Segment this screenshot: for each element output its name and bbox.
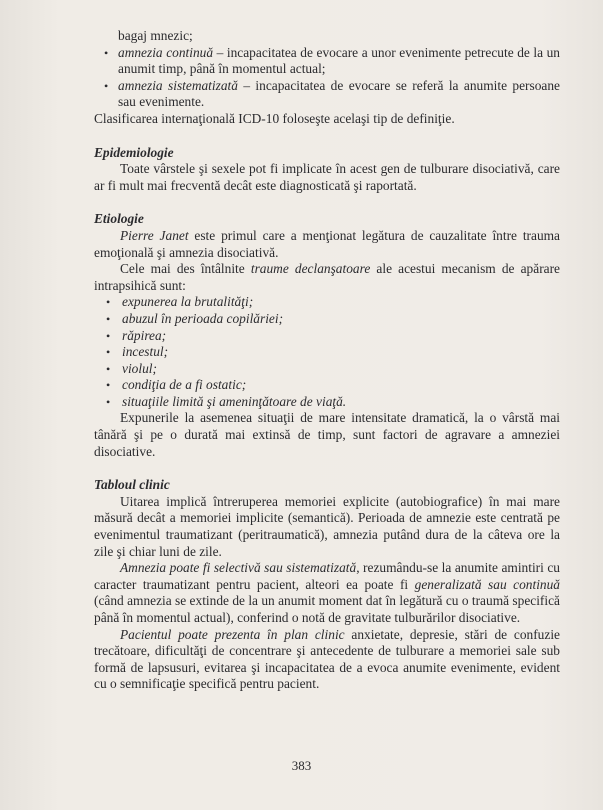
- trauma-list: [94, 294, 560, 410]
- bullet-term: amnezia sistematizată: [118, 77, 238, 93]
- etiology-paragraph-1: [94, 228, 560, 261]
- etiology-paragraph-2-emphasis: traume declanşatoare: [250, 261, 371, 277]
- list-item-text: răpirea;: [122, 327, 167, 343]
- list-item-text: violul;: [122, 360, 157, 376]
- list-item-text: situaţiile limită şi ameninţătoare de viaţă.: [122, 393, 347, 409]
- etiology-paragraph-2-end: ale acestui mecanism de apărare intrapsihică sunt:: [94, 261, 560, 293]
- list-item-text: condiţia de a fi ostatic;: [122, 377, 247, 393]
- bullet-icon: •: [106, 394, 111, 409]
- list-item: [94, 394, 560, 411]
- bullet-item: [94, 78, 560, 111]
- clinical-paragraph-2: [94, 560, 560, 626]
- list-item: [94, 328, 560, 345]
- classification-paragraph: Clasificarea internaţională ICD-10 foloseşte acelaşi tip de definiţie.: [94, 110, 455, 126]
- clinical-paragraph-3: [94, 627, 560, 693]
- clinical-paragraph-2-end: (când amnezia se extinde de la un anumit moment dat în legătură cu o traumă specifică până în momentul actual), conferind o notă de gravitate tulburărilor disociative.: [94, 593, 560, 625]
- bullet-icon: •: [106, 295, 111, 310]
- bullet-icon: •: [104, 78, 109, 93]
- clinical-paragraph-2-mid: , rezumându-se la anumite amintiri cu caracter traumatizant pentru pacient, alteori ea poate fi: [94, 560, 560, 592]
- bullet-icon: •: [104, 45, 109, 60]
- etiology-paragraph-1-text: este primul care a menţionat legătura de cauzalitate între trauma emoţională şi amnezia disociativă.: [94, 227, 561, 260]
- section-heading-etiology: Etiologie: [94, 211, 144, 227]
- bullet-icon: •: [106, 328, 111, 343]
- clinical-paragraph-2-emphasis-1: Amnezia poate fi selectivă sau sistematizată: [120, 560, 357, 576]
- section-heading-clinical: Tabloul clinic: [94, 477, 170, 493]
- bullet-item: [94, 45, 560, 78]
- author-name: Pierre Janet: [120, 227, 189, 243]
- etiology-paragraph-3: Expunerile la asemenea situaţii de mare intensitate dramatică, la o vârstă mai tânără şi pe o durată mai extinsă de timp, sunt factori de agravare a amneziei disociative.: [94, 410, 560, 459]
- list-item: [94, 294, 560, 311]
- bullet-text: – incapacitatea de evocare se referă la anumite persoane sau evenimente.: [118, 77, 560, 110]
- bullet-icon: •: [106, 361, 111, 376]
- etiology-paragraph-2: [94, 261, 560, 294]
- bullet-term: amnezia continuă: [118, 44, 214, 60]
- bullet-icon: •: [106, 345, 111, 360]
- page-body: [94, 28, 560, 693]
- list-item: [94, 311, 560, 328]
- list-item-text: incestul;: [122, 344, 169, 360]
- clinical-paragraph-2-emphasis-2: generalizată sau continuă: [414, 576, 560, 592]
- continuation-line: [94, 28, 560, 45]
- clinical-paragraph-3-emphasis: Pacientul poate prezenta în plan clinic: [120, 626, 345, 642]
- page-number: 383: [291, 758, 312, 773]
- bullet-icon: •: [106, 311, 111, 326]
- bullet-icon: •: [106, 378, 111, 393]
- etiology-paragraph-2-start: Cele mai des întâlnite: [120, 261, 251, 277]
- bullet-text: – incapacitatea de evocare a unor evenimente petrecute de la un anumit timp, până în momentul actual;: [118, 44, 561, 77]
- list-item: [94, 344, 560, 361]
- continuation-text: bagaj mnezic;: [118, 28, 193, 43]
- clinical-paragraph-3-text: anxietate, depresie, stări de confuzie trecătoare, dificultăţi de concentrare şi antecedente de tulburare a memoriei sale sub formă de lapsusuri, evitarea şi incapacitatea de a evoca anumite evenimente, evident cu o semnificaţie specifică pentru pacient.: [94, 626, 560, 692]
- section-heading-epidemiology: Epidemiologie: [94, 144, 174, 160]
- clinical-paragraph-1: Uitarea implică întreruperea memoriei explicite (autobiografice) în mai mare măsură decât a memoriei implicite (semantică). Perioada de amnezie este centrată pe evenimentul traumatizant (peritraumatică), amnezia putând dura de la câteva ore la zile şi chiar luni de zile.: [94, 493, 560, 559]
- list-item: [94, 361, 560, 378]
- list-item-text: expunerea la brutalităţi;: [122, 294, 254, 310]
- list-item-text: abuzul în perioada copilăriei;: [122, 310, 284, 326]
- epidemiology-paragraph: Toate vârstele şi sexele pot fi implicate în acest gen de tulburare disociativă, care ar fi mult mai frecventă decât este diagnosticată şi raportată.: [94, 161, 560, 193]
- list-item: [94, 377, 560, 394]
